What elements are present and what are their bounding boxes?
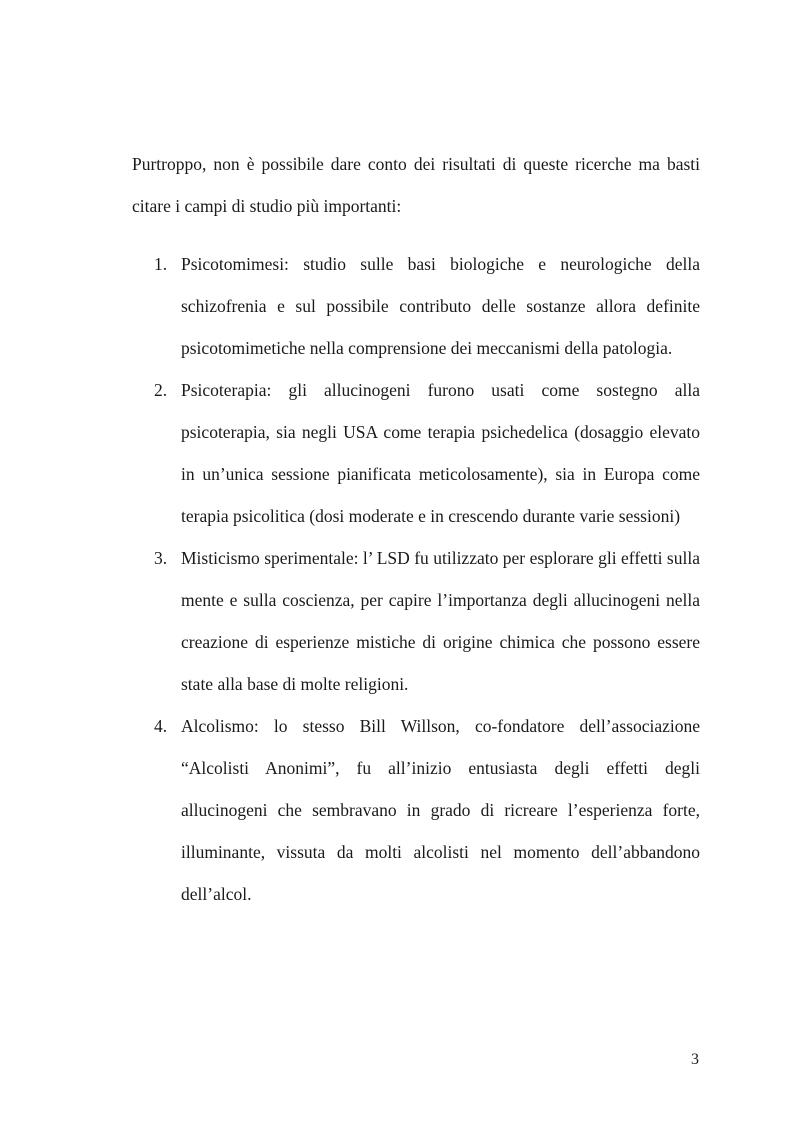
list-item-number: 1.: [154, 254, 168, 274]
list-item-number: 3.: [154, 548, 168, 568]
list-item-text: Misticismo sperimentale: l’ LSD fu utilizzato per esplorare gli effetti sulla mente e sulla coscienza, per capire l’importanza degli allucinogeni nella creazione di esperienze mistiche di origine chimica che possono essere state alla base di molte religioni.: [181, 548, 700, 694]
list-item-text: Psicoterapia: gli allucinogeni furono usati come sostegno alla psicoterapia, sia negli USA come terapia psichedelica (dosaggio elevato in un’unica sessione pianificata meticolosamente), sia in Europa come terapia psicolitica (dosi moderate e in crescendo durante varie sessioni): [181, 380, 700, 526]
page-number: 3: [691, 1051, 699, 1068]
list-item-text: Psicotomimesi: studio sulle basi biologiche e neurologiche della schizofrenia e sul possibile contributo delle sostanze allora definite psicotomimetiche nella comprensione dei meccanismi della patologia.: [181, 254, 700, 358]
intro-paragraph: Purtroppo, non è possibile dare conto dei risultati di queste ricerche ma basti citare i campi di studio più importanti:: [132, 154, 700, 216]
list-item: [132, 705, 700, 915]
list-item-number: 2.: [154, 380, 168, 400]
list-item-text: Alcolismo: lo stesso Bill Willson, co-fondatore dell’associazione “Alcolisti Anonimi”, fu all’inizio entusiasta degli effetti degli allucinogeni che sembravano in grado di ricreare l’esperienza forte, illuminante, vissuta da molti alcolisti nel momento dell’abbandono dell’alcol.: [181, 716, 700, 904]
list-item-number: 4.: [154, 716, 168, 736]
list-item: [132, 369, 700, 537]
list-item: [132, 243, 700, 369]
list-item: [132, 537, 700, 705]
numbered-list: [132, 243, 700, 915]
